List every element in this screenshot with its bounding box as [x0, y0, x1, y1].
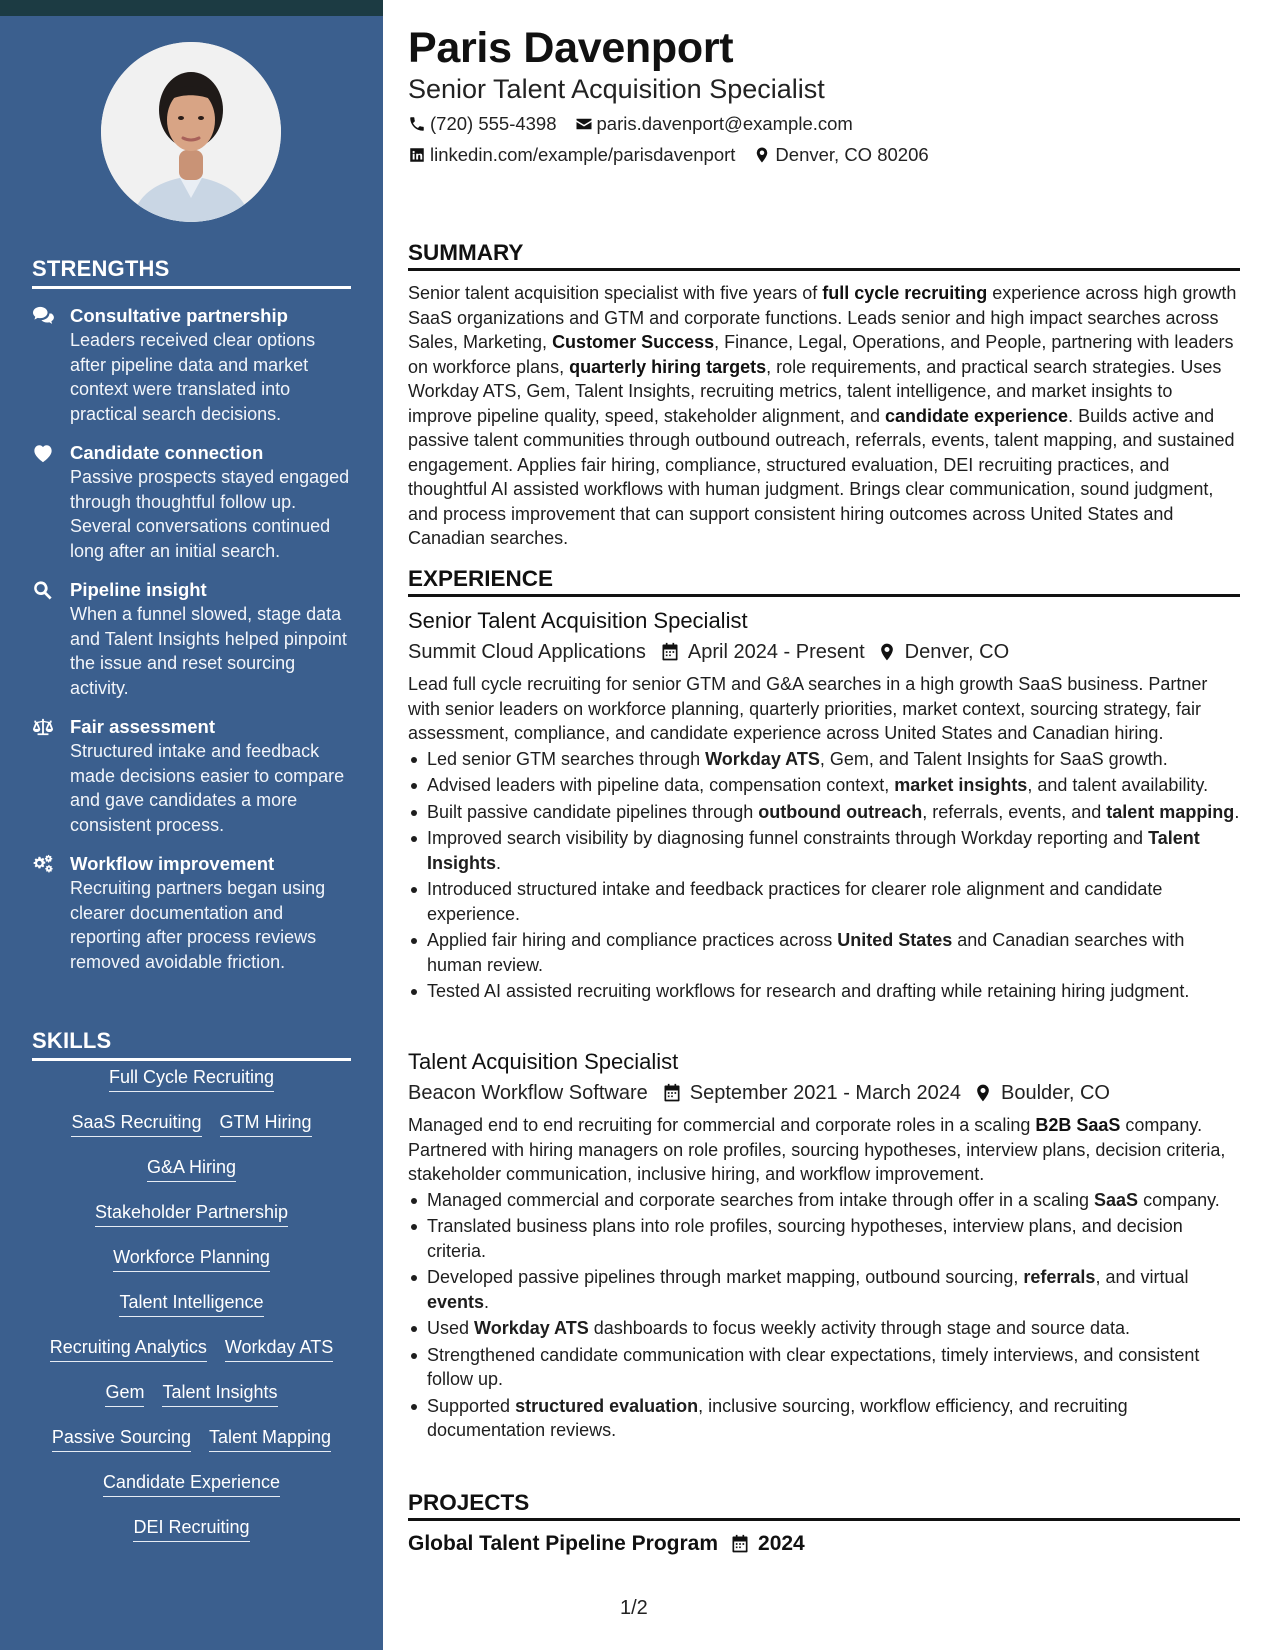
candidate-name: Paris Davenport [408, 24, 734, 72]
company-name: Beacon Workflow Software [408, 1082, 648, 1104]
linkedin-text: linkedin.com/example/parisdavenport [430, 144, 736, 165]
sidebar [0, 0, 383, 1650]
strength-item [32, 852, 352, 974]
job-meta [408, 1078, 1240, 1108]
bullet-item: Translated business plans into role profiles, sourcing hypotheses, interview plans, and decision criteria. [408, 1214, 1240, 1263]
calendar-icon [662, 1083, 682, 1103]
bullet-item: Tested AI assisted recruiting workflows for research and drafting while retaining hiring judgment. [408, 979, 1240, 1004]
job-title: Talent Acquisition Specialist [408, 1049, 679, 1074]
strength-title: Candidate connection [70, 442, 264, 463]
skill-tag: GTM Hiring [220, 1111, 312, 1137]
project-year: 2024 [758, 1532, 805, 1555]
strength-item [32, 441, 352, 563]
search-icon [32, 578, 70, 700]
bullet-item: Managed commercial and corporate searches from intake through offer in a scaling SaaS company. [408, 1188, 1240, 1213]
gears-icon [32, 852, 70, 974]
skill-tag: Recruiting Analytics [50, 1336, 207, 1362]
skill-tag: Talent Intelligence [119, 1291, 263, 1317]
skill-tag: Talent Insights [162, 1381, 277, 1407]
bullet-item: Supported structured evaluation, inclusive sourcing, workflow efficiency, and recruiting documentation reviews. [408, 1394, 1240, 1443]
bullet-item: Strengthened candidate communication with clear expectations, timely interviews, and consistent follow up. [408, 1343, 1240, 1392]
contact-location [753, 144, 928, 166]
bullet-item: Used Workday ATS dashboards to focus weekly activity through stage and source data. [408, 1316, 1240, 1341]
job-entry [408, 1048, 1240, 1445]
scale-icon [32, 715, 70, 837]
skill-tag: SaaS Recruiting [71, 1111, 201, 1137]
map-pin-icon [753, 146, 771, 164]
bullet-item: Built passive candidate pipelines through outbound outreach, referrals, events, and talent mapping. [408, 800, 1240, 825]
strength-item [32, 715, 352, 837]
strength-description: When a funnel slowed, stage data and Talent Insights helped pinpoint the issue and reset sourcing activity. [70, 604, 347, 698]
job-description: Managed end to end recruiting for commercial and corporate roles in a scaling B2B SaaS company. Partnered with hiring managers on role profiles, sourcing hypotheses, interview plans, decision criteria, stakeholder communication, inclusive hiring, and workflow improvement. [408, 1115, 1226, 1184]
bullet-item: Introduced structured intake and feedback practices for clearer role alignment and candidate experience. [408, 877, 1240, 926]
strength-title: Workflow improvement [70, 853, 275, 874]
skill-tag: DEI Recruiting [133, 1516, 249, 1542]
job-dates: April 2024 - Present [687, 641, 865, 663]
strengths-heading: STRENGTHS [32, 256, 351, 289]
heart-icon [32, 441, 70, 563]
summary-heading: SUMMARY [408, 240, 1240, 271]
company-name: Summit Cloud Applications [408, 641, 646, 663]
strength-title: Consultative partnership [70, 305, 288, 326]
calendar-icon [730, 1534, 750, 1554]
bullet-item: Led senior GTM searches through Workday ATS, Gem, and Talent Insights for SaaS growth. [408, 747, 1240, 772]
strength-item [32, 304, 352, 426]
skill-tag: Workday ATS [225, 1336, 333, 1362]
comments-icon [32, 304, 70, 426]
skill-tag: Passive Sourcing [52, 1426, 191, 1452]
bullet-item: Advised leaders with pipeline data, compensation context, market insights, and talent availability. [408, 773, 1240, 798]
strength-description: Passive prospects stayed engaged through thoughtful follow up. Several conversations continued long after an initial search. [70, 467, 350, 561]
strength-title: Fair assessment [70, 716, 216, 737]
skills-heading: SKILLS [32, 1028, 351, 1061]
summary-text: Senior talent acquisition specialist with five years of full cycle recruiting experience across high growth SaaS organizations and GTM and corporate functions. Leads senior and high impact searches across Sales, Marketing, Customer Success, Finance, Legal, Operations, and People, partnering with leaders on workforce plans, quarterly hiring targets, role requirements, and practical search strategies. Uses Workday ATS, Gem, Talent Insights, recruiting metrics, talent intelligence, and market insights to improve pipeline quality, speed, stakeholder alignment, and candidate experience. Builds active and passive talent communities through outbound outreach, referrals, events, talent mapping, and sustained engagement. Applies fair hiring, compliance, structured evaluation, DEI recruiting practices, and thoughtful AI assisted workflows with human judgment. Brings clear communication, sound judgment, and process improvement that can support consistent hiring outcomes across United States and Canadian searches. [408, 283, 1237, 548]
strength-item [32, 578, 352, 700]
job-title: Senior Talent Acquisition Specialist [408, 608, 748, 633]
project-name: Global Talent Pipeline Program [408, 1532, 719, 1555]
projects-heading: PROJECTS [408, 1490, 1240, 1521]
skill-tag: Gem [105, 1381, 144, 1407]
bullet-item: Developed passive pipelines through market mapping, outbound sourcing, referrals, and virtual events. [408, 1265, 1240, 1314]
skill-tag: Candidate Experience [103, 1471, 280, 1497]
candidate-headline: Senior Talent Acquisition Specialist [408, 74, 825, 104]
strength-description: Recruiting partners began using clearer documentation and reporting after process reviews removed avoidable friction. [70, 878, 326, 972]
job-location: Denver, CO [904, 641, 1010, 663]
skill-tag: Full Cycle Recruiting [109, 1066, 274, 1092]
map-pin-icon [973, 1083, 993, 1103]
experience-heading: EXPERIENCE [408, 566, 1240, 597]
calendar-icon [660, 642, 680, 662]
job-location: Boulder, CO [1001, 1082, 1110, 1104]
page-number: 1/2 [620, 1597, 648, 1619]
strengths-list [32, 304, 352, 989]
job-meta [408, 637, 1240, 667]
email-text: paris.davenport@example.com [596, 113, 853, 134]
project-entry [408, 1532, 805, 1556]
strength-description: Leaders received clear options after pipeline data and market context were translated into practical search decisions. [70, 330, 316, 424]
skill-tag: Stakeholder Partnership [95, 1201, 288, 1227]
contact-linkedin[interactable] [408, 144, 735, 166]
job-bullets [408, 1188, 1240, 1443]
contact-row [408, 144, 929, 166]
envelope-icon [575, 115, 593, 133]
contact-phone[interactable] [408, 113, 557, 135]
job-bullets [408, 747, 1240, 1004]
job-entry [408, 607, 1240, 1006]
skill-tag: Workforce Planning [113, 1246, 270, 1272]
linkedin-icon [408, 146, 426, 164]
phone-icon [408, 115, 426, 133]
job-dates: September 2021 - March 2024 [689, 1082, 962, 1104]
skill-tag: G&A Hiring [147, 1156, 236, 1182]
phone-text: (720) 555-4398 [430, 113, 557, 134]
job-description: Lead full cycle recruiting for senior GTM and G&A searches in a high growth SaaS business. Partner with senior leaders on workforce planning, quarterly priorities, market context, sourcing strategy, fair assessment, compliance, and candidate experience across United States and Canadian hiring. [408, 674, 1208, 743]
contact-row [408, 113, 853, 135]
bullet-item: Improved search visibility by diagnosing funnel constraints through Workday reporting and Talent Insights. [408, 826, 1240, 875]
map-pin-icon [877, 642, 897, 662]
strength-description: Structured intake and feedback made decisions easier to compare and gave candidates a more consistent process. [70, 741, 345, 835]
bullet-item: Applied fair hiring and compliance practices across United States and Canadian searches with human review. [408, 928, 1240, 977]
skills-list [32, 1066, 351, 1561]
profile-photo [101, 42, 281, 222]
strength-title: Pipeline insight [70, 579, 207, 600]
skill-tag: Talent Mapping [209, 1426, 331, 1452]
location-text: Denver, CO 80206 [775, 144, 929, 165]
contact-email[interactable] [575, 113, 853, 135]
